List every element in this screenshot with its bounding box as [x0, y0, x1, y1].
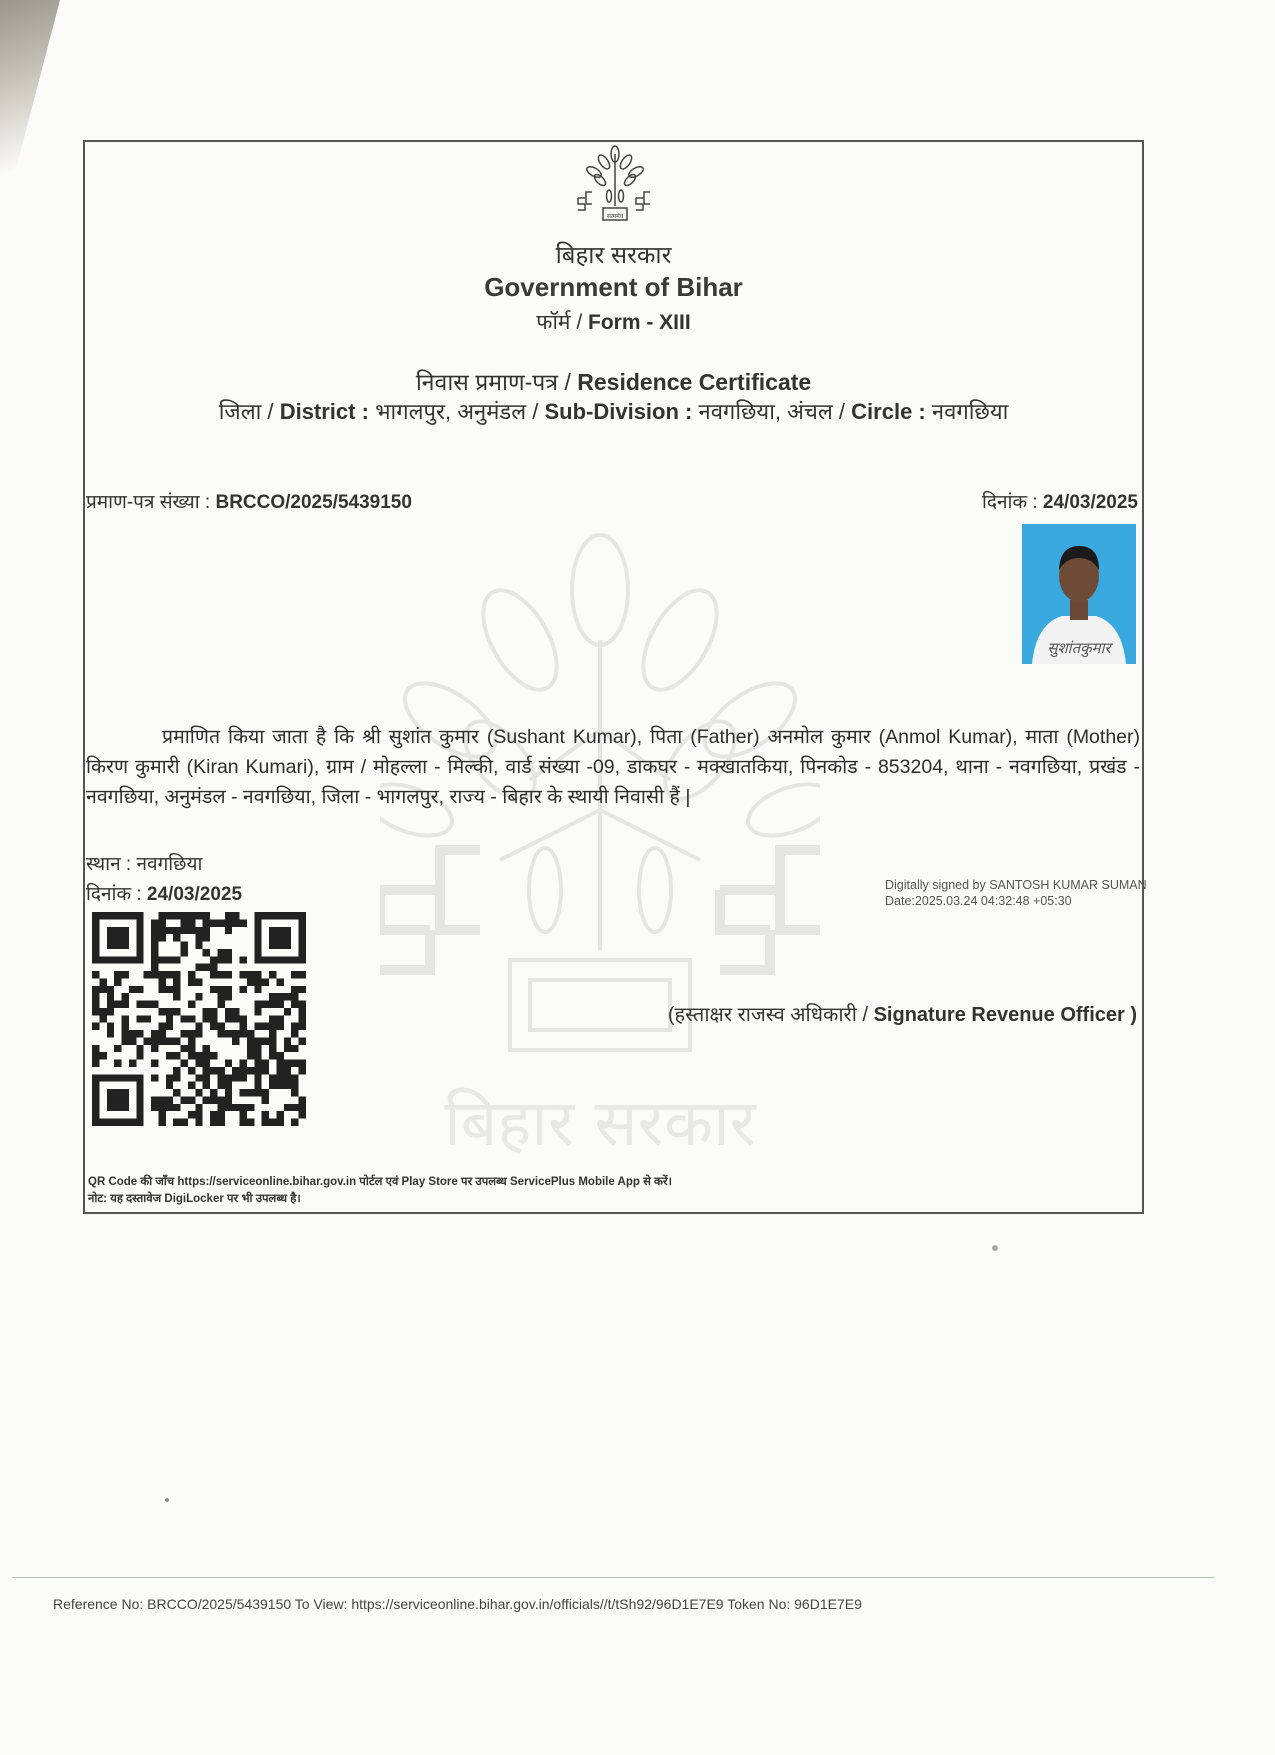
certificate-date-value: 24/03/2025	[1042, 492, 1138, 513]
gov-english-heading: Government of Bihar	[484, 272, 743, 302]
district-label: जिला /	[218, 399, 274, 424]
bihar-emblem-watermark	[380, 530, 820, 1170]
issue-date-line	[86, 880, 242, 906]
emblem-label: सत्यमेव	[606, 213, 624, 220]
subdivision-value: नवगछिया, अंचल /	[698, 399, 846, 424]
certificate-body	[86, 722, 1140, 812]
form-hindi: फॉर्म /	[536, 311, 583, 334]
circle-value: नवगछिया	[931, 399, 1009, 424]
scan-speck	[992, 1245, 998, 1251]
certificate-title	[83, 365, 1144, 397]
gov-hindi-heading: बिहार सरकार	[555, 242, 672, 269]
applicant-photo	[1022, 524, 1136, 664]
district-line	[83, 396, 1144, 426]
title-hindi: निवास प्रमाण-पत्र /	[415, 369, 571, 395]
district-label-en: District :	[279, 399, 369, 424]
scan-speck	[165, 1498, 169, 1502]
page-corner-shadow	[0, 0, 60, 230]
certificate-number-label: प्रमाण-पत्र संख्या :	[86, 492, 211, 513]
digital-signature-date: Date:2025.03.24 04:32:48 +05:30	[885, 894, 1072, 908]
title-english: Residence Certificate	[577, 369, 812, 395]
digital-signature-name: Digitally signed by SANTOSH KUMAR SUMAN	[885, 878, 1147, 892]
certificate-date-label: दिनांक :	[981, 492, 1038, 513]
qr-verification-note: QR Code की जाँच https://serviceonline.bihar.gov.in पोर्टल एवं Play Store पर उपलब्ध ServicePlus Mobile App से करें।	[88, 1176, 672, 1188]
subdivision-label: Sub-Division :	[544, 399, 693, 424]
signature-hindi: (हस्ताक्षर राजस्व अधिकारी /	[667, 1004, 869, 1026]
qr-modules	[92, 912, 306, 1126]
issue-date-value: 24/03/2025	[146, 884, 243, 905]
district-value: भागलपुर, अनुमंडल /	[375, 399, 539, 424]
issue-date-label: दिनांक :	[86, 884, 142, 905]
circle-label: Circle :	[851, 399, 926, 424]
certificate-body-text: प्रमाणित किया जाता है कि श्री सुशांत कुमार (Sushant Kumar), पिता (Father) अनमोल कुमार (Anmol Kumar), माता (Mother) किरण कुमारी (Kiran Kumari), ग्राम / मोहल्ला - मिल्की, वार्ड संख्या -09, डाकघर - मक्खातकिया, पिनकोड - 853204, थाना - नवगछिया, प्रखंड - नवगछिया, अनुमंडल - नवगछिया, जिला - भागलपुर, राज्य - बिहार के स्थायी निवासी हैं |	[86, 726, 1140, 808]
certificate-number	[86, 488, 412, 514]
form-english: Form - XIII	[588, 311, 691, 334]
certificate-number-value: BRCCO/2025/5439150	[215, 492, 412, 513]
form-number	[83, 308, 1144, 336]
footer-divider	[12, 1577, 1215, 1578]
digilocker-note: नोट: यह दस्तावेज DigiLocker पर भी उपलब्ध है।	[88, 1193, 301, 1205]
certificate-date	[982, 488, 1138, 514]
verification-qr-code	[92, 912, 306, 1126]
digital-signature	[885, 877, 1147, 909]
photo-signature: सुशांतकुमार	[1047, 640, 1111, 657]
place-line: स्थान : नवगछिया	[86, 854, 203, 875]
watermark-text: बिहार सरकार	[444, 1087, 756, 1161]
reference-line: Reference No: BRCCO/2025/5439150 To View: https://serviceonline.bihar.gov.in/officials//t/tSh92/96D1E7E9 Token No: 96D1E7E9	[53, 1596, 862, 1612]
bihar-emblem-logo	[570, 144, 660, 234]
officer-signature-line	[668, 1000, 1137, 1027]
signature-english: Signature Revenue Officer )	[873, 1004, 1137, 1026]
